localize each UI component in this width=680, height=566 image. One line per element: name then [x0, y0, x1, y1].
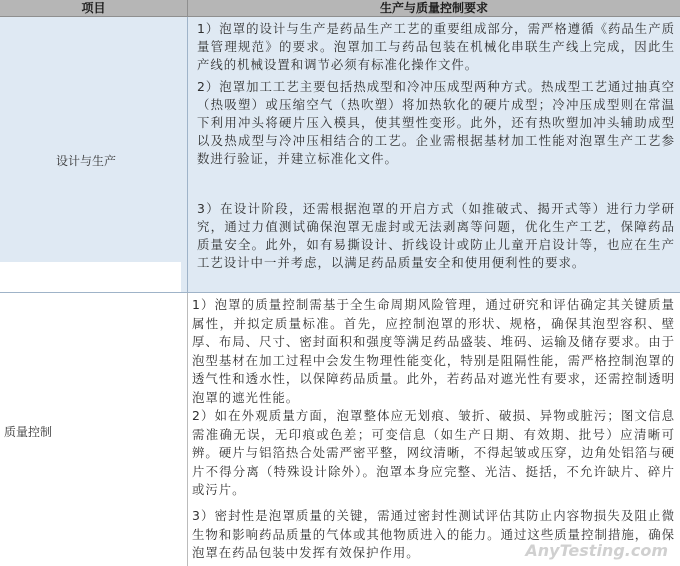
watermark-logo: AnyTesting.com [525, 541, 668, 560]
row-item-quality: 质量控制 [4, 425, 53, 439]
quality-paragraph-1: 1）泡罩的质量控制需基于全生命周期风险管理，通过研究和评估确定其关键质量属性，并拟定质量标准。首先，应控制泡罩的形状、规格，确保其泡型容积、壁厚、布局、尺寸、密封面积和强度等满足药品盛装、堆码、运输及储存要求。由于泡型基材在加工过程中会发生物理性能变化，特别是阻隔性能，需严格控制泡罩的透气性和透水性，以保障药品质量。此外，若药品对遮光性有要求，还需控制透明泡罩的遮光性能。 [192, 297, 675, 405]
column-divider [187, 293, 188, 566]
header-requirements: 生产与质量控制要求 [188, 0, 680, 17]
quality-paragraph-3: 3）密封性是泡罩质量的关键，需通过密封性测试评估其防止内容物损失及阻止微生物和影响药品质量的气体或其他物质进入的能力。通过这些质量控制措施，确保泡罩在药品包装中发挥有效保护作用。 [192, 508, 675, 561]
cell-notch [0, 262, 181, 292]
quality-paragraph-2: 2）如在外观质量方面，泡罩整体应无划痕、皱折、破损、异物或脏污；图文信息需准确无误，无印痕或色差；可变信息（如生产日期、有效期、批号）应清晰可辨。硬片与铝箔热合处需严密平整，网纹清晰，不得起皱或压穿，边角处铝箔与硬片不得分离（特殊设计除外）。泡罩本身应完整、光洁、挺括，不允许缺片、碎片或污片。 [192, 408, 675, 498]
row-item-design: 设计与生产 [56, 154, 117, 168]
design-paragraph-1: 1）泡罩的设计与生产是药品生产工艺的重要组成部分，需严格遵循《药品生产质量管理规范》的要求。泡罩加工与药品包装在机械化串联生产线上完成，因此生产线的机械设置和调节必须有标准化操作文件。 [197, 21, 675, 72]
header-item: 项目 [0, 0, 188, 17]
design-paragraph-3: 3）在设计阶段，还需根据泡罩的开启方式（如推破式、揭开式等）进行力学研究，通过力值测试确保泡罩无虚封或无法剥离等问题，优化生产工艺，保障药品质量安全。此外，如有易撕设计、折线设计或防止儿童开启设计等，也应在生产工艺设计中一并考虑，以满足药品质量安全和使用便利性的要求。 [197, 201, 675, 270]
design-paragraph-2: 2）泡罩加工工艺主要包括热成型和冷冲压成型两种方式。热成型工艺通过抽真空（热吸塑）或压缩空气（热吹塑）将加热软化的硬片成型；冷冲压成型则在常温下利用冲头将硬片压入模具，使其塑性变形。此外，还有热吹塑加冲头辅助成型以及热成型与冷冲压相结合的工艺。企业需根据基材加工性能对泡罩生产工艺参数进行验证，并建立标准化文件。 [197, 79, 675, 166]
